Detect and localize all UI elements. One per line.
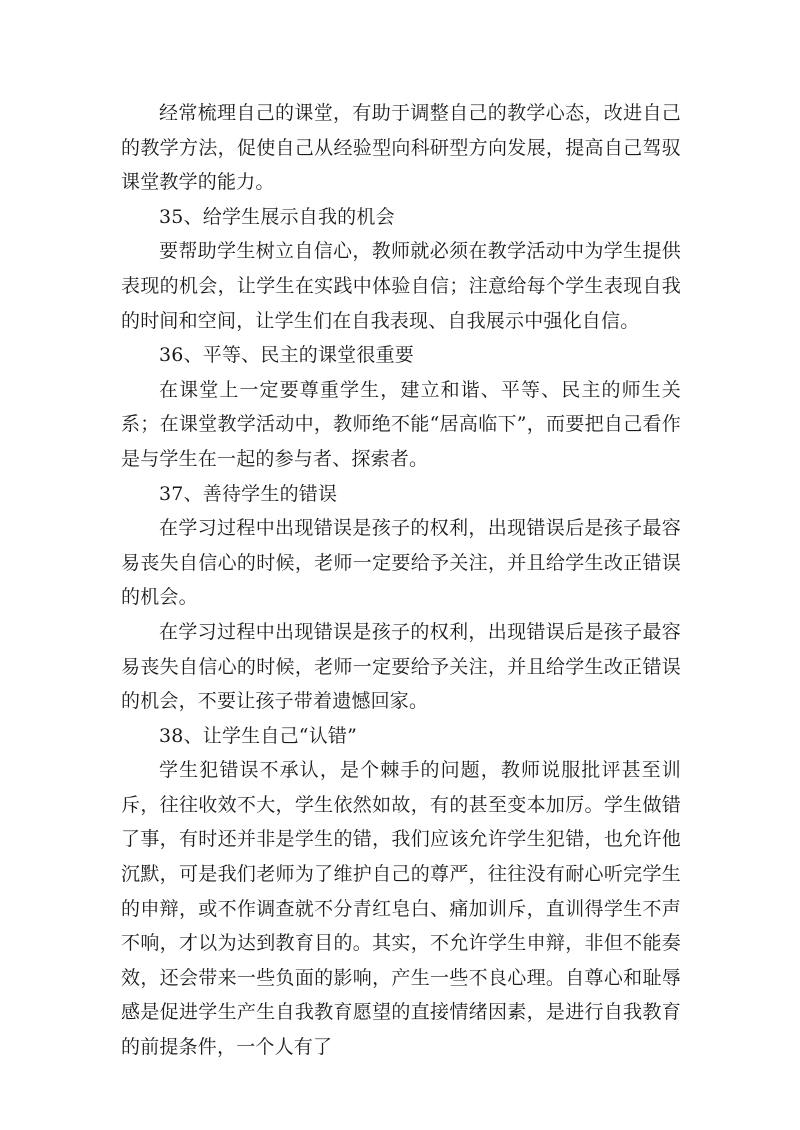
section-heading-35: 35、给学生展示自我的机会 [159,205,395,228]
section-heading-37: 37、善待学生的错误 [159,482,338,505]
paragraph-38: 学生犯错误不承认，是个棘手的问题，教师说服批评甚至训斥，往往收效不大，学生依然如故，有的甚至变本加厉。学生做错了事，有时还并非是学生的错，我们应该允许学生犯错，也允许他沉默，可是我们老师为了维护自己的尊严，往往没有耐心听完学生的申辩，或不作调查就不分青红皂白、痛加训斥，直训得学生不声不响，才以为达到教育目的。其实，不允许学生申辩，非但不能奏效，还会带来一些负面的影响，产生一些不良心理。自尊心和耻辱感是促进学生产生自我教育愿望的直接情绪因素，是进行自我教育的前提条件，一个人有了 [121,759,681,1059]
paragraph-36: 在课堂上一定要尊重学生，建立和谐、平等、民主的师生关系；在课堂教学活动中，教师绝不能“居高临下”，而要把自己看作是与学生在一起的参与者、探索者。 [121,378,681,470]
paragraph-intro: 经常梳理自己的课堂，有助于调整自己的教学心态，改进自己的教学方法，促使自己从经验型向科研型方向发展，提高自己驾驭课堂教学的能力。 [121,102,681,194]
paragraph-37-a: 在学习过程中出现错误是孩子的权利，出现错误后是孩子最容易丧失自信心的时候，老师一定要给予关注，并且给学生改正错误的机会。 [121,517,681,609]
section-heading-36: 36、平等、民主的课堂很重要 [159,344,414,367]
paragraph-37-b: 在学习过程中出现错误是孩子的权利，出现错误后是孩子最容易丧失自信心的时候，老师一定要给予关注，并且给学生改正错误的机会，不要让孩子带着遗憾回家。 [121,620,681,713]
paragraph-35: 要帮助学生树立自信心，教师就必须在教学活动中为学生提供表现的机会，让学生在实践中体验自信；注意给每个学生表现自我的时间和空间，让学生们在自我表现、自我展示中强化自信。 [121,240,681,332]
section-heading-38: 38、让学生自己“认错” [159,724,358,747]
document-body [121,96,681,1065]
